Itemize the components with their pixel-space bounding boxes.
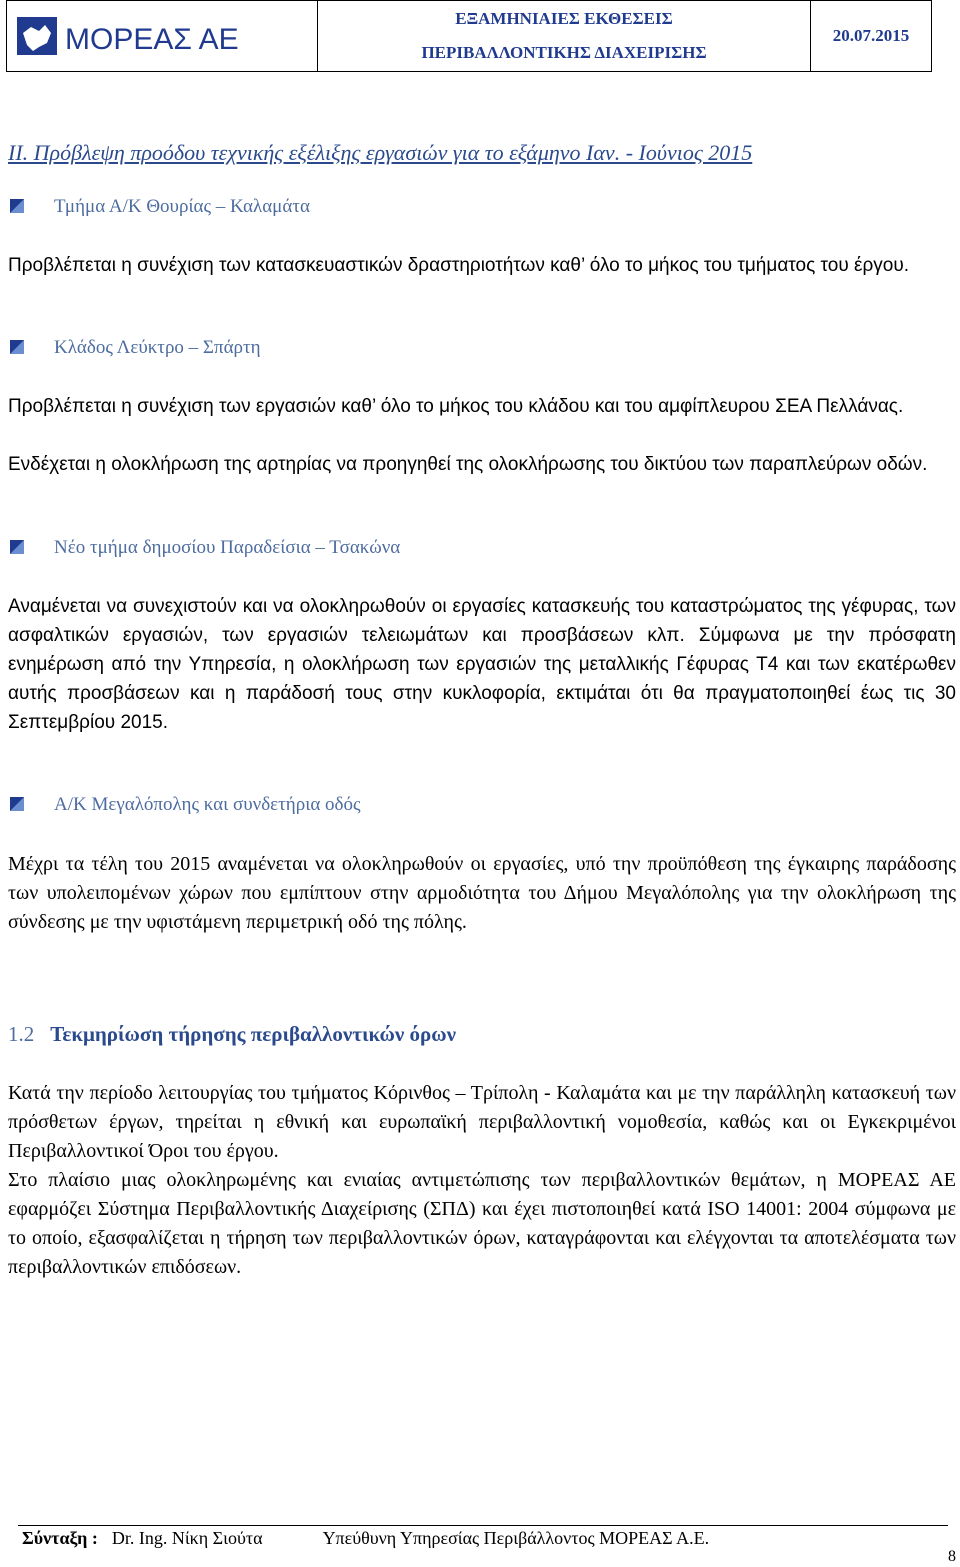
page-number: 8 <box>948 1548 956 1565</box>
paragraph: Μέχρι τα τέλη του 2015 αναμένεται να ολοκληρωθούν οι εργασίες, υπό την προϋπόθεση της έγκαιρης παράδοσης των υπολειπομένων χώρων που εμπίπτουν στην αρμοδιότητα του Δήμου Μεγαλόπολης για την ολοκλήρωση της σύνδεσης με την υφιστάμενη περιμετρική οδό της πόλης. <box>8 853 956 933</box>
paragraph: Στο πλαίσιο μιας ολοκληρωμένης και ενιαίας αντιμετώπισης των περιβαλλοντικών θεμάτων, η ΜΟΡΕΑΣ ΑΕ εφαρμόζει Σύστημα Περιβαλλοντικής Διαχείρισης (ΣΠΔ) και έχει πιστοποιηθεί κατά ISO 14001: 2004 σύμφωνα με το οποίο, εξασφαλίζεται η τήρηση των περιβαλλοντικών όρων, καταγράφονται και ελέγχονται τα αποτελέσματα των περιβαλλοντικών επιδόσεων. <box>8 1169 956 1278</box>
paragraph: Κατά την περίοδο λειτουργίας του τμήματος Κόρινθος – Τρίπολη - Καλαμάτα και με την παράλληλη κατασκευή των πρόσθετων έργων, τηρείται η εθνική και ευρωπαϊκή περιβαλλοντική νομοθεσία, καθώς και οι Εγκεκριμένοι Περιβαλλοντικοί Όροι του έργου. <box>8 1082 956 1162</box>
item-heading: Νέο τμήμα δημοσίου Παραδείσια – Τσακώνα <box>54 537 401 558</box>
square-bullet-icon <box>10 797 24 811</box>
item-heading: Τμήμα Α/Κ Θουρίας – Καλαμάτα <box>54 196 310 217</box>
report-title-cell <box>318 1 811 71</box>
item-heading: Α/Κ Μεγαλόπολης και συνδετήρια οδός <box>54 794 361 815</box>
morea-logo-icon <box>17 13 257 59</box>
footer <box>22 1528 709 1549</box>
subsection-title: Τεκμηρίωση τήρησης περιβαλλοντικών όρων <box>50 1022 456 1046</box>
square-bullet-icon <box>10 340 24 354</box>
paragraph: Ενδέχεται η ολοκλήρωση της αρτηρίας να προηγηθεί της ολοκλήρωσης του δικτύου των παραπλεύρων οδών. <box>8 454 928 475</box>
report-title-line1: ΕΞΑΜΗΝΙΑΙΕΣ ΕΚΘΕΣΕΙΣ <box>455 9 673 28</box>
paragraph: Αναμένεται να συνεχιστούν και να ολοκληρωθούν οι εργασίες κατασκευής του καταστρώματος της γέφυρας, των ασφαλτικών εργασιών, των εργασιών τελειωμάτων και προσβάσεων κλπ. Σύμφωνα με την πρόσφατη ενημέρωση από την Υπηρεσία, η ολοκλήρωση των εργασιών της μεταλλικής Γέφυρας Τ4 και των εκατέρωθεν αυτής προσβάσεων και η παράδοσή τους στην κυκλοφορία, εκτιμάται ότι θα πραγματοποιηθεί έως τις 30 Σεπτεμβρίου 2015. <box>8 596 956 733</box>
subsection-heading <box>8 1022 456 1047</box>
logo-text: ΜΟΡΕΑΣ ΑΕ <box>65 23 239 56</box>
square-bullet-icon <box>10 540 24 554</box>
page-header <box>6 0 932 72</box>
report-date: 20.07.2015 <box>832 26 910 45</box>
logo-cell <box>7 1 318 71</box>
paragraph: Προβλέπεται η συνέχιση των κατασκευαστικών δραστηριοτήτων καθ’ όλο το μήκος του τμήματος του έργου. <box>8 255 910 276</box>
footer-label: Σύνταξη : <box>22 1528 98 1548</box>
footer-role: Υπεύθυνη Υπηρεσίας Περιβάλλοντος ΜΟΡΕΑΣ Α.Ε. <box>322 1528 710 1548</box>
subsection-number: 1.2 <box>8 1022 35 1046</box>
section-title: ΙΙ. Πρόβλεψη προόδου τεχνικής εξέλιξης εργασιών για το εξάμηνο Ιαν. - Ιούνιος 2015 <box>8 140 753 165</box>
footer-rule <box>18 1525 948 1526</box>
report-title-line2: ΠΕΡΙΒΑΛΛΟΝΤΙΚΗΣ ΔΙΑΧΕΙΡΙΣΗΣ <box>421 43 707 62</box>
paragraph: Προβλέπεται η συνέχιση των εργασιών καθ’ όλο το μήκος του κλάδου και του αμφίπλευρου ΣΕΑ Πελλάνας. <box>8 396 904 417</box>
footer-author: Dr. Ing. Νίκη Σιούτα <box>111 1528 263 1548</box>
item-heading: Κλάδος Λεύκτρο – Σπάρτη <box>54 337 261 358</box>
square-bullet-icon <box>10 199 24 213</box>
